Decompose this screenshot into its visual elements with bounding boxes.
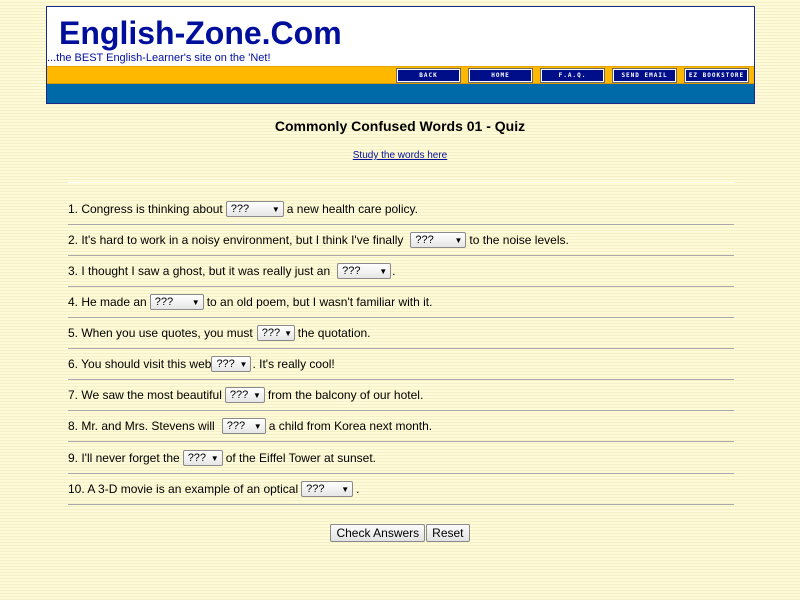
select-value: ??? [230,203,250,215]
select-value: ??? [154,296,174,308]
answer-select-5[interactable] [257,325,295,341]
select-value: ??? [216,358,235,370]
dropdown-arrow-icon: ▼ [271,204,280,214]
question-1 [68,194,734,225]
question-text-before: 6. You should visit this web [68,357,212,371]
faq-button[interactable]: F.A.Q. [541,69,604,82]
check-answers-button[interactable]: Check Answers [330,524,425,542]
question-4 [68,287,734,318]
question-text-before: 7. We saw the most beautiful [68,388,222,402]
dropdown-arrow-icon: ▼ [379,266,388,276]
answer-select-9[interactable] [183,450,223,466]
question-text-before: 3. I thought I saw a ghost, but it was really just an [68,264,331,278]
answer-select-6[interactable] [211,356,251,372]
question-text-after: to the noise levels. [469,233,569,247]
reset-button[interactable]: Reset [426,524,469,542]
send-email-button[interactable]: SEND EMAIL [613,69,676,82]
study-words-link[interactable]: Study the words here [352,150,448,161]
question-text-before: 9. I'll never forget the [68,451,180,465]
question-text-after: . [356,482,360,496]
question-text-after: to an old poem, but I wasn't familiar with it. [206,295,433,309]
dropdown-arrow-icon: ▼ [284,328,293,338]
question-text-after: from the balcony of our hotel. [267,388,424,402]
question-text-before: 10. A 3-D movie is an example of an optical [68,482,299,496]
dropdown-arrow-icon: ▼ [191,297,200,307]
question-text-after: of the Eiffel Tower at sunset. [225,451,376,465]
ez-bookstore-button[interactable]: EZ BOOKSTORE [685,69,748,82]
select-value: ??? [229,389,249,401]
answer-select-8[interactable] [222,418,266,434]
question-5 [68,318,734,349]
dropdown-arrow-icon: ▼ [210,453,219,463]
form-buttons [0,524,800,542]
select-value: ??? [187,452,207,464]
answer-select-4[interactable] [150,294,204,310]
answer-select-7[interactable] [225,387,265,403]
question-text-before: 2. It's hard to work in a noisy environment, but I think I've finally [68,233,404,247]
question-text-before: 8. Mr. and Mrs. Stevens will [68,419,215,433]
dropdown-arrow-icon: ▼ [239,359,248,369]
question-9 [68,443,734,474]
select-value: ??? [342,265,361,277]
question-6 [68,349,734,380]
nav-bar [47,66,754,84]
answer-select-3[interactable] [337,263,391,279]
dropdown-arrow-icon: ▼ [454,235,463,245]
dropdown-arrow-icon: ▼ [341,484,350,494]
question-text-before: 1. Congress is thinking about [68,202,223,216]
select-value: ??? [261,327,281,339]
question-2 [68,225,734,256]
quiz-title: Commonly Confused Words 01 - Quiz [274,118,526,134]
question-8 [68,411,734,442]
answer-select-2[interactable] [410,232,466,248]
question-text-after: . It's really cool! [252,357,335,371]
divider [68,182,734,183]
question-text-before: 5. When you use quotes, you must [68,326,253,340]
question-text-after: a child from Korea next month. [268,419,433,433]
header-blue-bar [47,84,754,103]
question-text-after: a new health care policy. [286,202,418,216]
question-10 [68,474,734,505]
back-button[interactable]: BACK [397,69,460,82]
select-value: ??? [415,234,434,246]
site-tagline: ...the BEST English-Learner's site on the 'Net! [47,52,271,64]
home-button[interactable]: HOME [469,69,532,82]
question-text-after: the quotation. [297,326,371,340]
question-7 [68,380,734,411]
question-text-after: . [392,264,396,278]
dropdown-arrow-icon: ▼ [253,421,262,431]
question-3 [68,256,734,287]
answer-select-10[interactable] [301,481,353,497]
site-header [46,6,755,104]
select-value: ??? [306,483,325,495]
select-value: ??? [226,420,246,432]
dropdown-arrow-icon: ▼ [252,390,261,400]
site-title[interactable]: English-Zone.Com [59,15,342,51]
question-text-before: 4. He made an [68,295,147,309]
answer-select-1[interactable] [226,201,284,217]
